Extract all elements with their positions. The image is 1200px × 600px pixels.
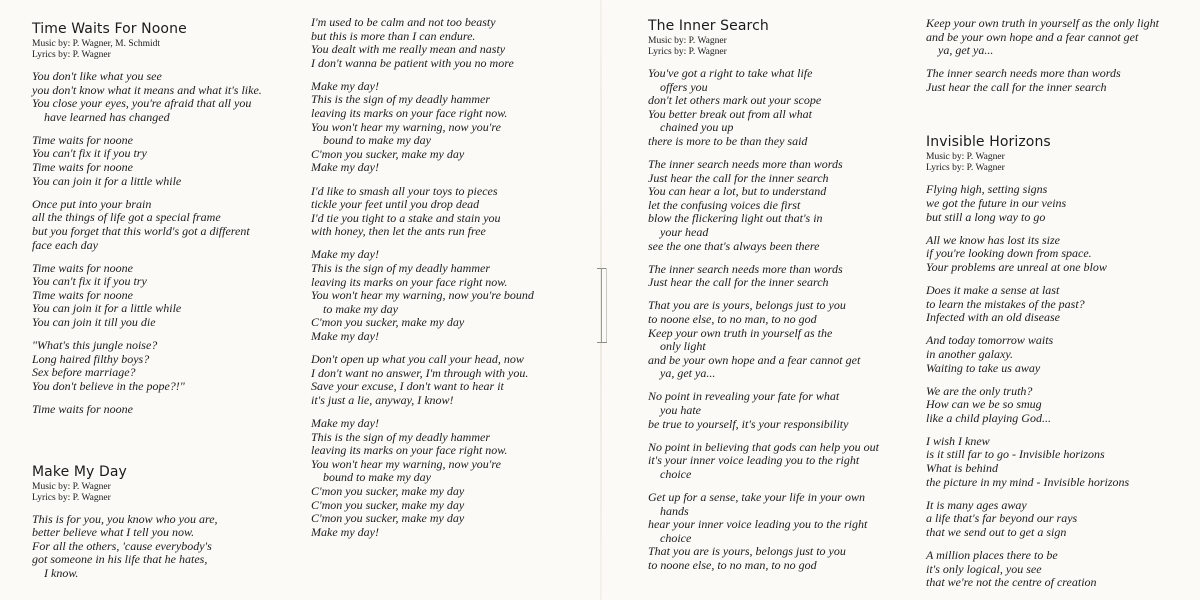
lyric-line: You close your eyes, you're afraid that all you [32, 96, 252, 111]
lyric-line: No point in believing that gods can help you out [648, 439, 879, 454]
song-title: Time Waits For Noone [32, 21, 187, 37]
lyric-line: C'mon you sucker, make my day [311, 483, 465, 498]
lyric-line: Don't open up what you call your head, now [311, 352, 524, 367]
lyric-line: Make my day! [311, 415, 379, 430]
lyric-line: tickle your feet until you drop dead [311, 197, 480, 212]
credit-line: Lyrics by: P. Wagner [32, 492, 111, 503]
lyrics-stanza [311, 16, 581, 70]
lyric-line: How can we be so smug [926, 397, 1042, 412]
lyric-line: What is behind [926, 461, 998, 476]
lyric-line: face each day [32, 237, 98, 252]
lyrics-stanza [926, 234, 1191, 275]
lyrics-stanza [32, 339, 302, 393]
lyric-line: Sex before marriage? [32, 365, 136, 380]
song-block [926, 133, 1191, 589]
lyric-line: Make my day! [311, 160, 379, 175]
lyrics-stanza [926, 183, 1191, 224]
lyric-line: in another galaxy. [926, 346, 1013, 361]
lyric-line: there is more to be than they said [648, 133, 808, 148]
lyric-line: a life that's far beyond our rays [926, 511, 1078, 526]
lyrics-column-1 [32, 20, 302, 590]
lyric-line: We are the only truth? [926, 383, 1033, 398]
lyric-line: Infected with an old disease [926, 310, 1060, 325]
lyric-line: be true to yourself, it's your responsibility [648, 416, 849, 431]
lyric-line: "What's this jungle noise? [32, 338, 158, 353]
lyric-line: offers you [660, 79, 708, 94]
lyric-line: ya, get ya... [660, 366, 716, 381]
song-block [926, 17, 1191, 94]
lyric-line: Time waits for noone [32, 287, 134, 302]
lyric-line: but this is more than I can endure. [311, 28, 476, 43]
lyric-line: You don't like what you see [32, 69, 162, 83]
lyric-line: choice [660, 466, 692, 481]
lyric-line: C'mon you sucker, make my day [311, 497, 465, 512]
lyric-line: but you forget that this world's got a different [32, 223, 250, 238]
lyric-line: The inner search needs more than words [648, 261, 843, 276]
lyric-line: it's your inner voice leading you to the right [648, 453, 860, 468]
credit-line: Music by: P. Wagner [648, 36, 727, 46]
lyrics-stanza [926, 67, 1191, 94]
lyric-line: Just hear the call for the inner search [926, 79, 1107, 94]
lyric-line: don't let others mark out your scope [648, 93, 822, 108]
lyric-line: A million places there to be [926, 548, 1058, 563]
lyric-line: That you are is yours, belongs just to you [648, 298, 846, 313]
lyric-line: You can hear a lot, but to understand [648, 184, 827, 199]
song-credits [926, 152, 1191, 174]
lyrics-stanza [648, 263, 916, 290]
lyric-line: Once put into your brain [32, 196, 152, 211]
lyrics-stanza [926, 435, 1191, 489]
lyric-line: Time waits for noone [32, 401, 134, 416]
lyrics-stanza [32, 70, 302, 124]
lyric-line: that we're not the centre of creation [926, 575, 1097, 590]
lyric-line: to learn the mistakes of the past? [926, 296, 1085, 311]
lyric-line: it's just a lie, anyway, I know! [311, 392, 454, 407]
lyric-line: You've got a right to take what life [648, 66, 813, 80]
lyric-line: You can join it till you die [32, 315, 156, 329]
lyric-line: You can join it for a little while [32, 173, 182, 188]
lyric-line: you hate [660, 403, 701, 418]
lyric-line: chained you up [660, 120, 734, 135]
lyric-line: see the one that's always been there [648, 238, 820, 253]
lyric-line: choice [660, 530, 692, 545]
lyric-line: Long haired filthy boys? [32, 351, 150, 366]
lyrics-stanza [648, 390, 916, 431]
lyric-line: Make my day! [311, 328, 379, 343]
lyric-line: You can't fix it if you try [32, 146, 147, 161]
song-title: The Inner Search [648, 18, 769, 34]
lyrics-stanza [311, 185, 581, 239]
lyrics-column-3 [648, 17, 916, 582]
lyric-line: like a child playing God... [926, 410, 1051, 425]
lyric-line: Does it make a sense at last [926, 283, 1060, 298]
lyric-line: Keep your own truth in yourself as the only light [926, 16, 1159, 30]
lyric-line: got someone in his life that he hates, [32, 552, 208, 567]
song-block [32, 20, 302, 417]
staple-bottom [597, 338, 607, 343]
lyric-line: This is the sign of my deadly hammer [311, 261, 490, 275]
song-credits [32, 482, 302, 504]
lyric-line: I'm used to be calm and not too beasty [311, 15, 496, 29]
lyrics-stanza [648, 491, 916, 573]
lyric-line: leaving its marks on your face right now. [311, 106, 508, 121]
song-block [648, 17, 916, 573]
lyrics-stanza [32, 513, 302, 581]
lyric-line: I don't wanna be patient with you no more [311, 55, 514, 70]
lyric-line: hands [660, 503, 689, 518]
lyrics-stanza [32, 403, 302, 417]
lyric-line: Waiting to take us away [926, 360, 1041, 375]
lyric-line: and be your own hope and a fear cannot get [926, 29, 1139, 44]
lyrics-stanza [648, 441, 916, 482]
lyric-line: You dealt with me really mean and nasty [311, 42, 506, 57]
lyrics-stanza [926, 385, 1191, 426]
song-block [311, 16, 581, 539]
credit-line: Lyrics by: P. Wagner [648, 47, 727, 57]
lyric-line: I'd like to smash all your toys to pieces [311, 183, 498, 198]
staple [601, 268, 607, 342]
lyric-line: I don't want no answer, I'm through with you. [311, 365, 529, 380]
lyric-line: This is the sign of my deadly hammer [311, 92, 490, 107]
lyric-line: is it still far to go - Invisible horizons [926, 447, 1105, 462]
lyric-line: You won't hear my warning, now you're [311, 456, 501, 471]
lyric-line: This is for you, you know who you are, [32, 511, 218, 526]
lyric-line: with honey, then let the ants run free [311, 224, 486, 239]
lyrics-stanza [32, 134, 302, 188]
lyric-line: And today tomorrow waits [926, 333, 1054, 348]
lyrics-stanza [926, 334, 1191, 375]
lyric-line: bound to make my day [323, 133, 431, 148]
lyric-line: if you're looking down from space. [926, 246, 1092, 261]
lyric-line: I wish I knew [926, 433, 990, 448]
lyrics-stanza [648, 158, 916, 253]
lyric-line: ya, get ya... [938, 43, 994, 58]
lyric-line: All we know has lost its size [926, 232, 1061, 247]
lyric-line: This is the sign of my deadly hammer [311, 429, 490, 444]
lyric-line: The inner search needs more than words [926, 66, 1121, 81]
lyric-line: but still a long way to go [926, 209, 1046, 224]
lyric-line: leaving its marks on your face right now. [311, 274, 508, 289]
lyric-line: Make my day! [311, 247, 379, 262]
lyric-line: The inner search needs more than words [648, 157, 843, 172]
lyric-line: let the confusing voices die first [648, 197, 801, 212]
lyrics-stanza [926, 284, 1191, 325]
lyric-line: hear your inner voice leading you to the right [648, 517, 868, 532]
lyrics-stanza [32, 262, 302, 330]
song-credits [648, 36, 916, 58]
lyric-line: bound to make my day [323, 470, 431, 485]
lyric-line: and be your own hope and a fear cannot get [648, 352, 861, 367]
lyric-line: That you are is yours, belongs just to you [648, 544, 846, 559]
lyric-line: You can't fix it if you try [32, 274, 147, 289]
lyric-line: the picture in my mind - Invisible horizons [926, 474, 1130, 489]
lyric-line: Time waits for noone [32, 160, 134, 175]
lyric-line: only light [660, 339, 706, 354]
lyric-line: it's only logical, you see [926, 561, 1042, 576]
lyrics-column-2 [311, 16, 581, 549]
lyric-line: You don't believe in the pope?!" [32, 378, 185, 393]
lyric-line: C'mon you sucker, make my day [311, 315, 465, 330]
lyric-line: Keep your own truth in yourself as the [648, 325, 833, 340]
lyric-line: you don't know what it means and what it's like. [32, 82, 262, 97]
lyric-line: You won't hear my warning, now you're [311, 119, 501, 134]
lyrics-stanza [926, 17, 1191, 58]
lyric-line: to noone else, to no man, to no god [648, 558, 817, 572]
lyrics-stanza [311, 417, 581, 539]
lyric-line: all the things of life got a special frame [32, 210, 221, 225]
lyric-line: Just hear the call for the inner search [648, 170, 829, 185]
lyric-line: Time waits for noone [32, 132, 134, 147]
lyric-line: Make my day! [311, 524, 379, 539]
credit-line: Lyrics by: P. Wagner [926, 163, 1005, 174]
lyric-line: Flying high, setting signs [926, 182, 1048, 197]
lyric-line: I know. [44, 565, 79, 580]
credit-line: Music by: P. Wagner [926, 152, 1005, 163]
song-block [32, 463, 302, 581]
lyric-line: Get up for a sense, take your life in your own [648, 490, 865, 505]
credit-line: Music by: P. Wagner, M. Schmidt [32, 39, 160, 49]
lyric-line: I'd tie you tight to a stake and stain you [311, 210, 501, 225]
lyric-line: C'mon you sucker, make my day [311, 511, 465, 526]
lyric-line: that we send out to get a sign [926, 524, 1067, 539]
credit-line: Lyrics by: P. Wagner [32, 50, 111, 60]
lyrics-stanza [926, 549, 1191, 590]
lyric-line: have learned has changed [44, 109, 170, 124]
lyric-line: better believe what I tell you now. [32, 525, 195, 540]
lyrics-stanza [311, 80, 581, 175]
lyric-line: Make my day! [311, 78, 379, 93]
song-title: Invisible Horizons [926, 134, 1051, 151]
lyric-line: C'mon you sucker, make my day [311, 146, 465, 161]
lyric-line: You won't hear my warning, now you're bound [311, 288, 534, 303]
lyric-line: You can join it for a little while [32, 301, 182, 316]
credit-line: Music by: P. Wagner [32, 481, 111, 492]
lyrics-stanza [648, 67, 916, 149]
lyric-line: Save your excuse, I don't want to hear it [311, 379, 504, 394]
lyrics-stanza [926, 499, 1191, 540]
lyric-line: blow the flickering light out that's in [648, 211, 823, 226]
lyric-line: It is many ages away [926, 497, 1027, 512]
lyrics-column-4 [926, 17, 1191, 599]
lyric-line: Your problems are unreal at one blow [926, 259, 1107, 274]
lyrics-stanza [32, 198, 302, 252]
lyric-line: Just hear the call for the inner search [648, 275, 829, 290]
lyric-line: leaving its marks on your face right now. [311, 443, 508, 458]
lyric-line: You better break out from all what [648, 106, 813, 121]
lyric-line: For all the others, 'cause everybody's [32, 538, 212, 553]
lyric-line: to noone else, to no man, to no god [648, 312, 817, 326]
lyric-line: to make my day [323, 301, 398, 316]
song-credits [32, 39, 302, 61]
lyric-line: Time waits for noone [32, 260, 134, 275]
lyric-line: we got the future in our veins [926, 196, 1067, 211]
lyric-line: No point in revealing your fate for what [648, 389, 840, 404]
lyric-line: your head [660, 225, 709, 240]
lyrics-stanza [311, 248, 581, 343]
lyrics-stanza [311, 353, 581, 407]
lyrics-stanza [648, 299, 916, 381]
song-title: Make My Day [32, 463, 127, 480]
